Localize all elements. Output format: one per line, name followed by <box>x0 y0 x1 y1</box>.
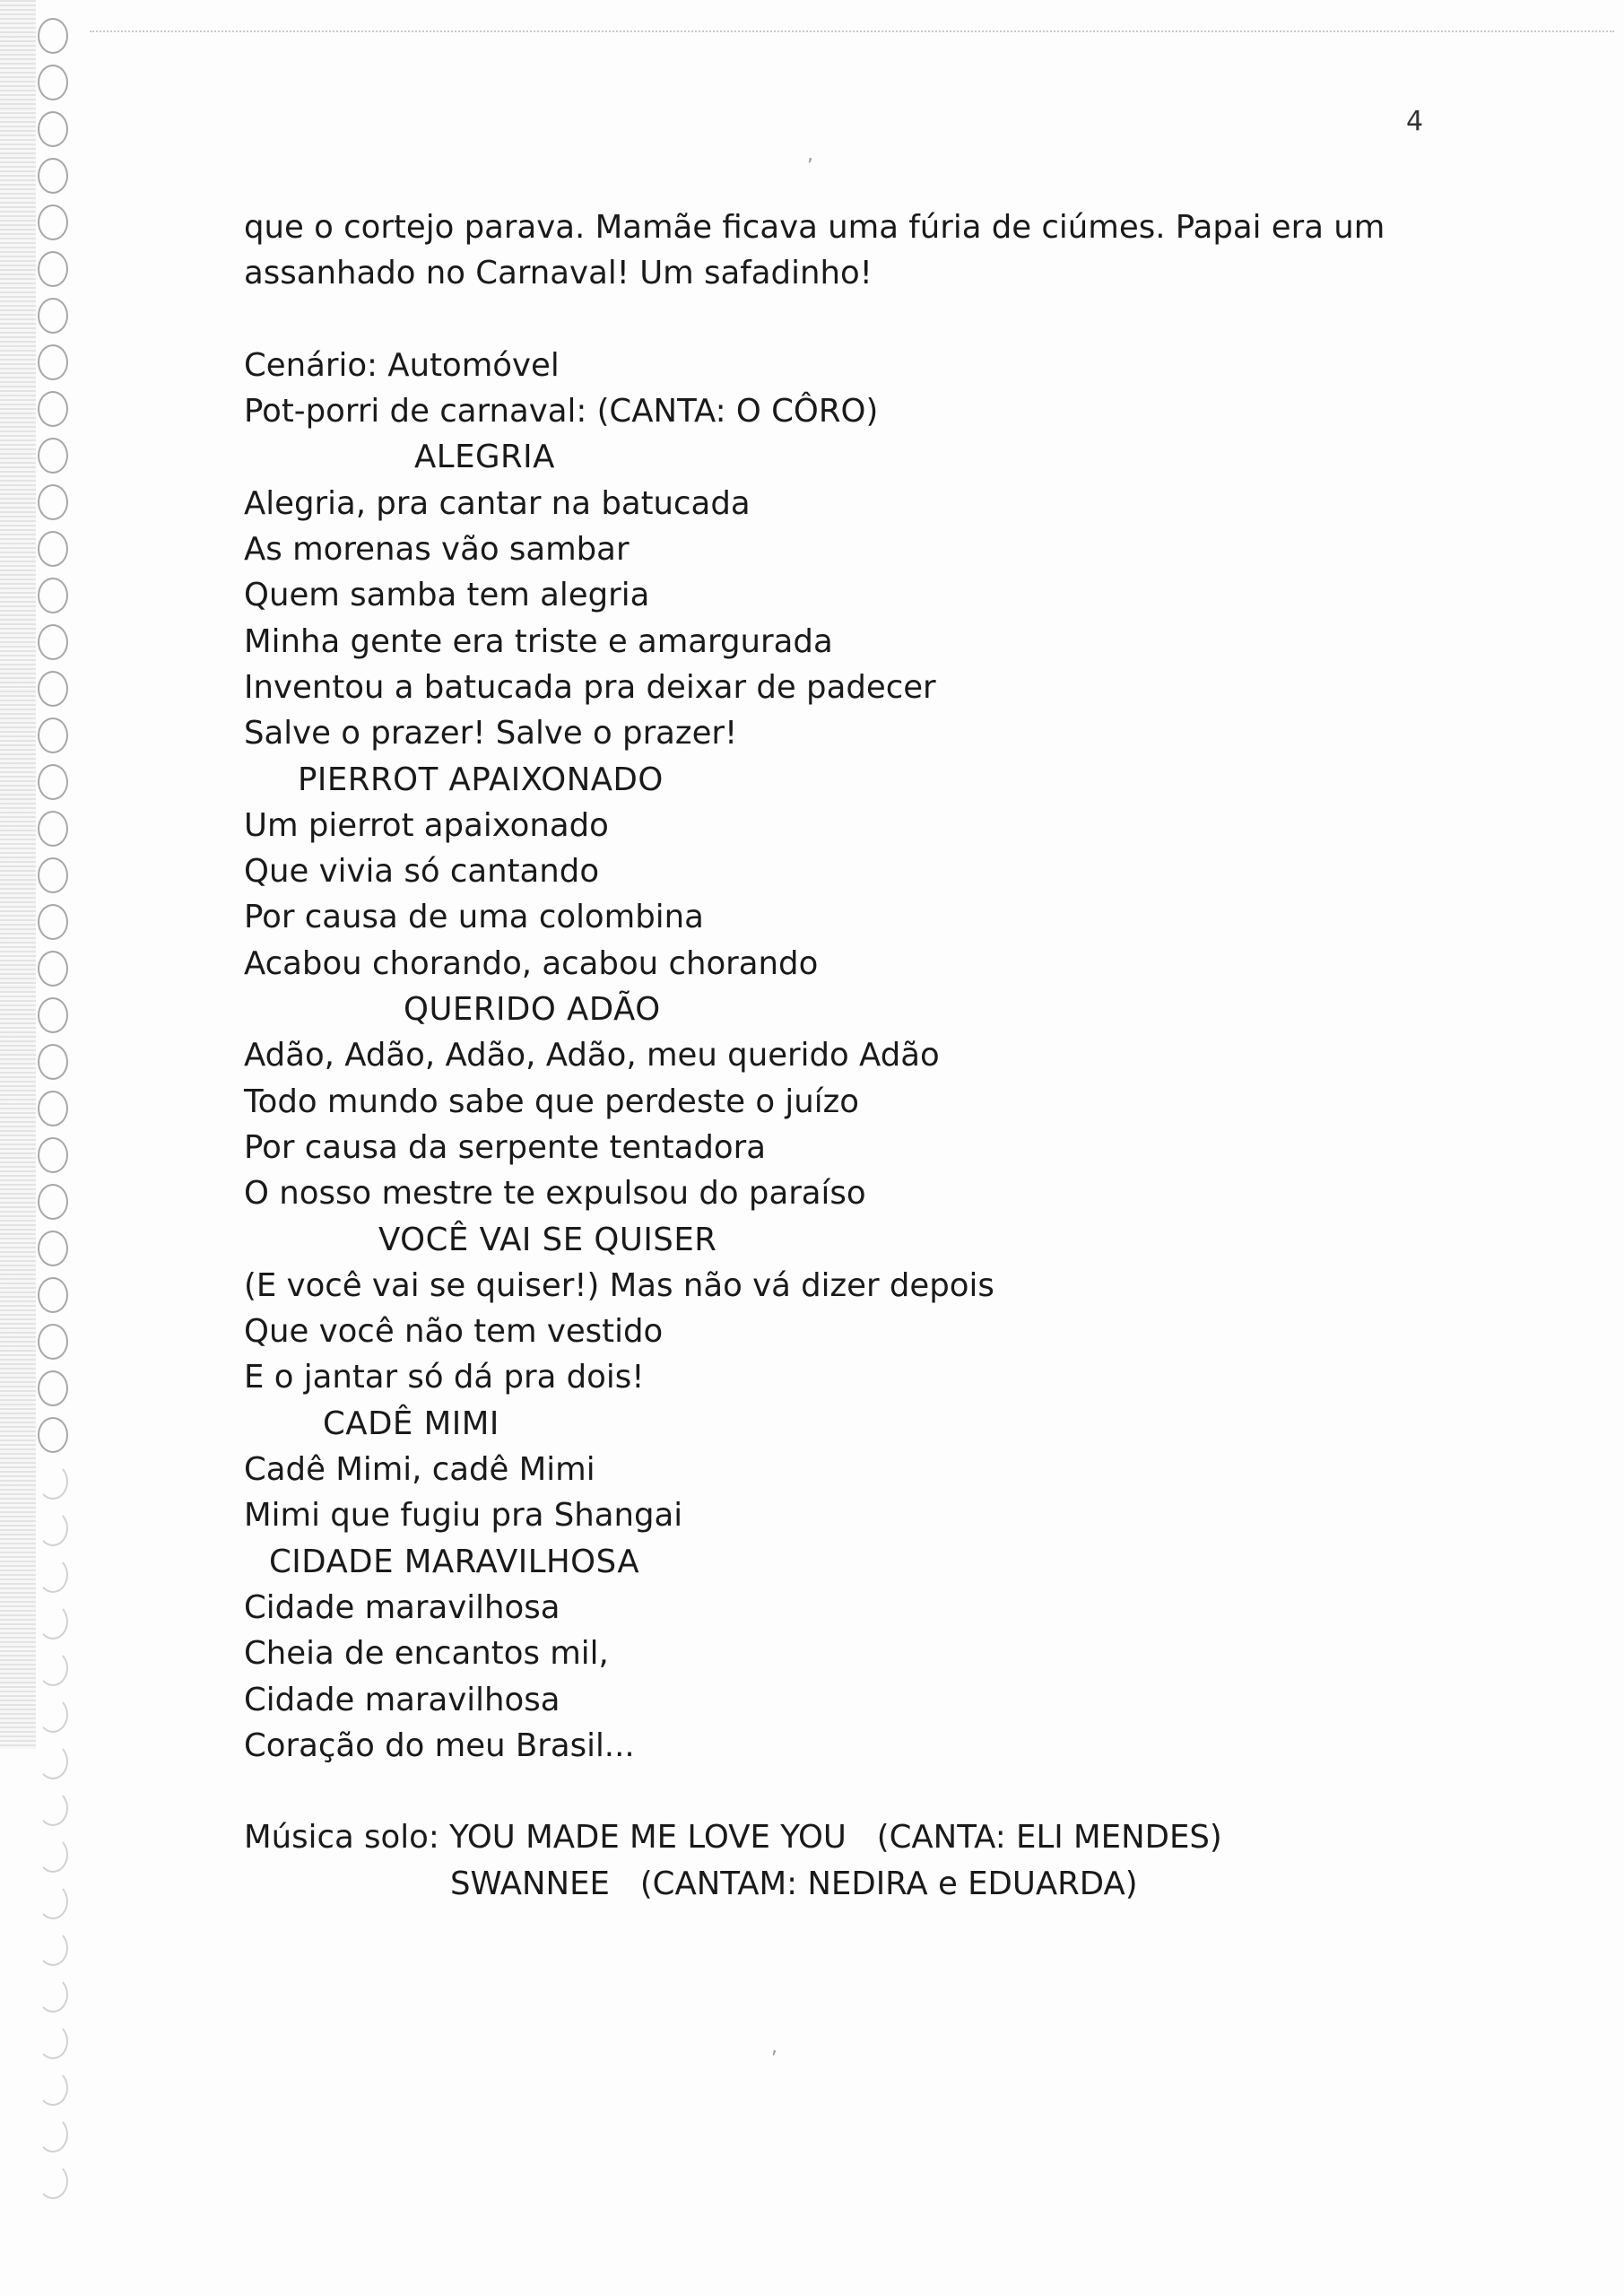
paragraph-line: que o cortejo parava. Mamãe ficava uma fúria de ciúmes. Papai era um <box>244 209 1385 246</box>
binder-ring <box>38 764 68 800</box>
lyric-line: Que vivia só cantando <box>244 853 600 891</box>
binder-ring <box>38 1044 68 1080</box>
binder-ring <box>38 1464 68 1500</box>
solo-line <box>244 1814 1410 1860</box>
song-title: VOCÊ VAI SE QUISER <box>378 1221 717 1258</box>
binder-rings <box>38 18 91 2224</box>
binder-ring <box>38 251 68 287</box>
binder-ring <box>38 1184 68 1220</box>
blank-line <box>244 1769 1410 1814</box>
solo-singer: (CANTA: ELI MENDES) <box>876 1819 1222 1857</box>
binder-ring <box>38 951 68 987</box>
script-text <box>244 204 1410 1907</box>
solo-singer: (CANTAM: NEDIRA e EDUARDA) <box>639 1865 1138 1902</box>
lyric-line: Adão, Adão, Adão, Adão, meu querido Adão <box>244 1037 940 1074</box>
binder-ring <box>38 65 68 100</box>
medley-title: Pot-porri de carnaval: (CANTA: O CÔRO) <box>244 393 879 430</box>
binder-ring <box>38 391 68 427</box>
lyric-line: Todo mundo sabe que perdeste o juízo <box>244 1083 859 1120</box>
binder-ring <box>38 1510 68 1546</box>
binder-ring <box>38 298 68 334</box>
solo-line <box>244 1861 1410 1907</box>
lyric-line: Que você não tem vestido <box>244 1313 664 1351</box>
binder-ring <box>38 1977 68 2013</box>
song-title: PIERROT APAIXONADO <box>298 761 664 798</box>
blank-line <box>244 297 1410 343</box>
binder-ring <box>38 1231 68 1266</box>
binder-ring <box>38 671 68 707</box>
binder-ring <box>38 1744 68 1779</box>
binder-ring <box>38 624 68 660</box>
lyric-line: Inventou a batucada pra deixar de padecer <box>244 668 936 706</box>
binder-ring <box>38 111 68 147</box>
binder-ring <box>38 2163 68 2199</box>
lyric-line: Por causa de uma colombina <box>244 899 704 936</box>
binder-ring <box>38 904 68 940</box>
binder-ring <box>38 997 68 1033</box>
lyric-line: Um pierrot apaixonado <box>244 806 609 844</box>
lyric-line: As morenas vão sambar <box>244 531 630 569</box>
binder-ring <box>38 18 68 54</box>
lyric-line: Acabou chorando, acabou chorando <box>244 944 819 982</box>
lyric-line: O nosso mestre te expulsou do paraíso <box>244 1175 866 1213</box>
binder-ring <box>38 1557 68 1593</box>
paragraph-line: assanhado no Carnaval! Um safadinho! <box>244 255 873 292</box>
lyric-line: Por causa da serpente tentadora <box>244 1128 767 1166</box>
lyric-line: Cheia de encantos mil, <box>244 1635 609 1673</box>
binder-ring <box>38 578 68 613</box>
binder-ring <box>38 1790 68 1826</box>
binder-ring <box>38 204 68 240</box>
song-title: QUERIDO ADÃO <box>404 991 661 1029</box>
solo-song: YOU MADE ME LOVE YOU <box>449 1819 847 1857</box>
binding-edge <box>0 0 36 1749</box>
song-title: CIDADE MARAVILHOSA <box>269 1543 640 1580</box>
scan-edge-line <box>90 30 1614 32</box>
binder-ring <box>38 1277 68 1313</box>
binder-ring <box>38 1650 68 1686</box>
lyric-line: (E você vai se quiser!) Mas não vá dizer depois <box>244 1266 994 1304</box>
lyric-line: Coração do meu Brasil... <box>244 1726 635 1764</box>
binder-ring <box>38 811 68 847</box>
binder-ring <box>38 1930 68 1966</box>
binder-ring <box>38 718 68 753</box>
lyric-line: Alegria, pra cantar na batucada <box>244 484 751 522</box>
stray-mark: , <box>771 2036 777 2058</box>
binder-ring <box>38 1883 68 1919</box>
binder-ring <box>38 1370 68 1406</box>
binder-ring <box>38 531 68 567</box>
lyric-line: E o jantar só dá pra dois! <box>244 1359 645 1396</box>
binder-ring <box>38 1091 68 1126</box>
stray-mark: , <box>807 144 813 166</box>
binder-ring <box>38 1417 68 1453</box>
lyric-line: Minha gente era triste e amargurada <box>244 622 833 660</box>
binder-ring <box>38 2070 68 2106</box>
scene-line: Cenário: Automóvel <box>244 346 560 384</box>
lyric-line: Cidade maravilhosa <box>244 1588 560 1626</box>
page-number: 4 <box>1406 106 1424 137</box>
song-title: CADÊ MIMI <box>323 1405 499 1442</box>
lyric-line: Salve o prazer! Salve o prazer! <box>244 715 738 752</box>
binder-ring <box>38 2023 68 2059</box>
solo-song: SWANNEE <box>450 1865 610 1902</box>
lyric-line: Cadê Mimi, cadê Mimi <box>244 1451 595 1489</box>
binder-ring <box>38 1604 68 1639</box>
binder-ring <box>38 2117 68 2152</box>
binder-ring <box>38 857 68 893</box>
song-title: ALEGRIA <box>414 439 555 476</box>
lyric-line: Mimi que fugiu pra Shangai <box>244 1497 683 1535</box>
binder-ring <box>38 1837 68 1873</box>
binder-ring <box>38 438 68 474</box>
binder-ring <box>38 484 68 520</box>
binder-ring <box>38 1324 68 1360</box>
binder-ring <box>38 1697 68 1733</box>
binder-ring <box>38 1137 68 1173</box>
solo-label: Música solo: <box>244 1819 439 1857</box>
binder-ring <box>38 158 68 194</box>
binder-ring <box>38 344 68 380</box>
lyric-line: Cidade maravilhosa <box>244 1681 560 1718</box>
lyric-line: Quem samba tem alegria <box>244 577 650 614</box>
